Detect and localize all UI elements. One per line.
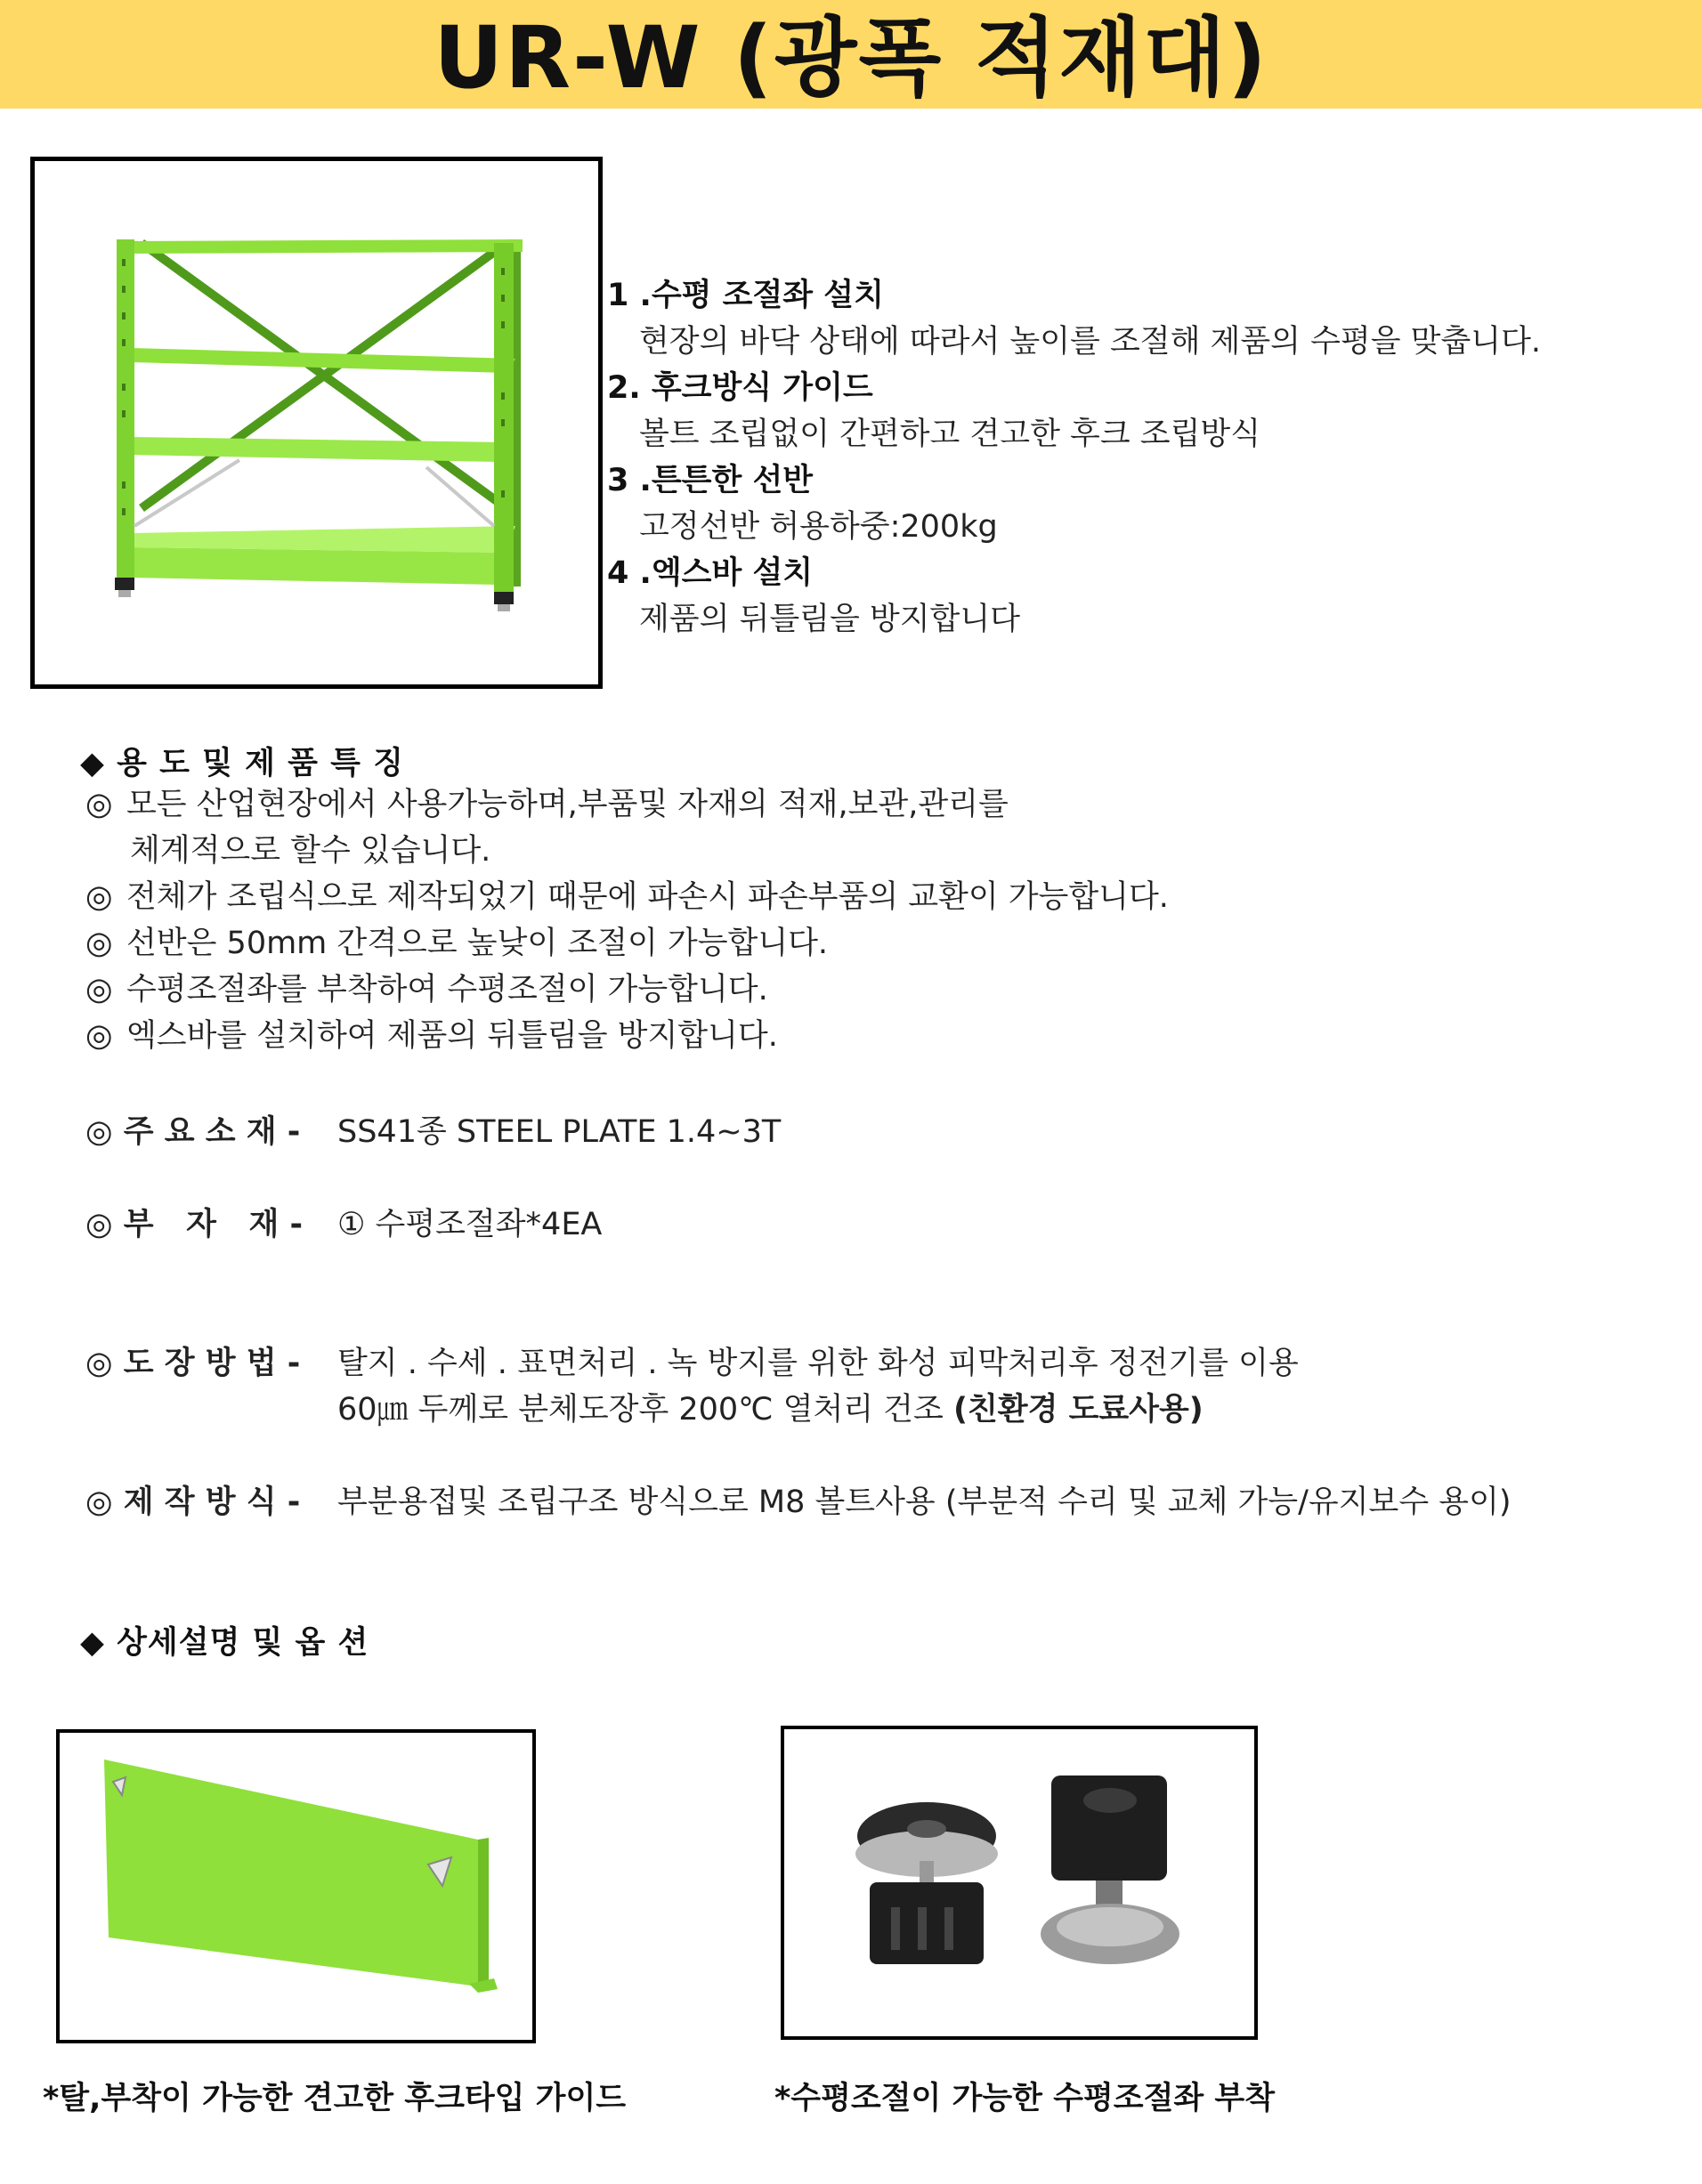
- bullet-mark: ◎: [85, 972, 113, 1007]
- product-image-frame: [30, 157, 603, 689]
- spec-label: ◎ 주 요 소 재 -: [85, 1114, 301, 1150]
- feature-title: 4 .엑스바 설치: [607, 555, 814, 591]
- list-item: [85, 920, 1599, 967]
- feature-desc: 현장의 바닥 상태에 따라서 높이를 조절해 제품의 수평을 맞춥니다.: [639, 324, 1542, 360]
- paint-line-2: 60㎛ 두께로 분체도장후 200℃ 열처리 건조 (친환경 도료사용): [337, 1392, 1204, 1428]
- usage-text: 전체가 조립식으로 제작되었기 때문에 파손시 파손부품의 교환이 가능합니다.: [126, 879, 1169, 915]
- eco-paint-note: (친환경 도료사용): [952, 1392, 1204, 1428]
- leveler-caption: *수평조절이 가능한 수평조절좌 부착: [774, 2081, 1276, 2116]
- spec-value: ① 수평조절좌*4EA: [337, 1207, 603, 1242]
- page-title: UR-W (광폭 적재대): [434, 8, 1268, 108]
- leveling-foot-image: [784, 1729, 1254, 2036]
- spec-label: ◎ 제 작 방 식 -: [85, 1484, 301, 1520]
- usage-text: 수평조절좌를 부착하여 수평조절이 가능합니다.: [126, 972, 768, 1007]
- feature-title: 3 .튼튼한 선반: [607, 463, 814, 498]
- usage-heading: ◆ 용 도 및 제 품 특 징: [80, 746, 404, 781]
- bullet-mark: ◎: [85, 1018, 113, 1054]
- feature-title: 1 .수평 조절좌 설치: [607, 278, 884, 313]
- spec-label: ◎ 도 장 방 법 -: [85, 1346, 301, 1381]
- bullet-mark: ◎: [85, 879, 113, 915]
- feature-list: [607, 272, 1675, 643]
- shelf-product-image: [35, 161, 598, 684]
- guide-plate-image: [60, 1733, 532, 2040]
- usage-text-continued: 체계적으로 할수 있습니다.: [130, 833, 491, 869]
- paint-line-1: 탈지 . 수세 . 표면처리 . 녹 방지를 위한 화성 피막처리후 정전기를 이용: [337, 1346, 1299, 1381]
- spec-value: SS41종 STEEL PLATE 1.4~3T: [337, 1114, 782, 1150]
- list-item: [85, 1013, 1599, 1059]
- spec-value: [337, 1340, 1299, 1433]
- feature-desc: 볼트 조립없이 간편하고 견고한 후크 조립방식: [639, 417, 1261, 452]
- usage-list: [85, 781, 1599, 1059]
- spec-label: ◎ 부 자 재 -: [85, 1207, 303, 1242]
- list-item: [85, 874, 1599, 920]
- list-item: [85, 967, 1599, 1013]
- spec-value: 부분용접및 조립구조 방식으로 M8 볼트사용 (부분적 수리 및 교체 가능/유지보수 용이): [337, 1484, 1512, 1520]
- list-item: [85, 781, 1599, 828]
- feature-desc: 고정선반 허용하중:200kg: [639, 509, 998, 545]
- guide-image-frame: [56, 1729, 536, 2043]
- feature-desc: 제품의 뒤틀림을 방지합니다: [639, 602, 1020, 637]
- bullet-mark: ◎: [85, 926, 113, 961]
- guide-caption: *탈,부착이 가능한 견고한 후크타입 가이드: [43, 2081, 627, 2116]
- usage-text: 선반은 50mm 간격으로 높낮이 조절이 가능합니다.: [126, 926, 829, 961]
- usage-text: 모든 산업현장에서 사용가능하며,부품및 자재의 적재,보관,관리를: [126, 787, 1009, 822]
- usage-text: 엑스바를 설치하여 제품의 뒤틀림을 방지합니다.: [126, 1018, 778, 1054]
- bullet-mark: ◎: [85, 787, 113, 822]
- details-heading: ◆ 상세설명 및 옵 션: [80, 1625, 369, 1661]
- feature-title: 2. 후크방식 가이드: [607, 370, 873, 406]
- leveler-image-frame: [781, 1726, 1258, 2040]
